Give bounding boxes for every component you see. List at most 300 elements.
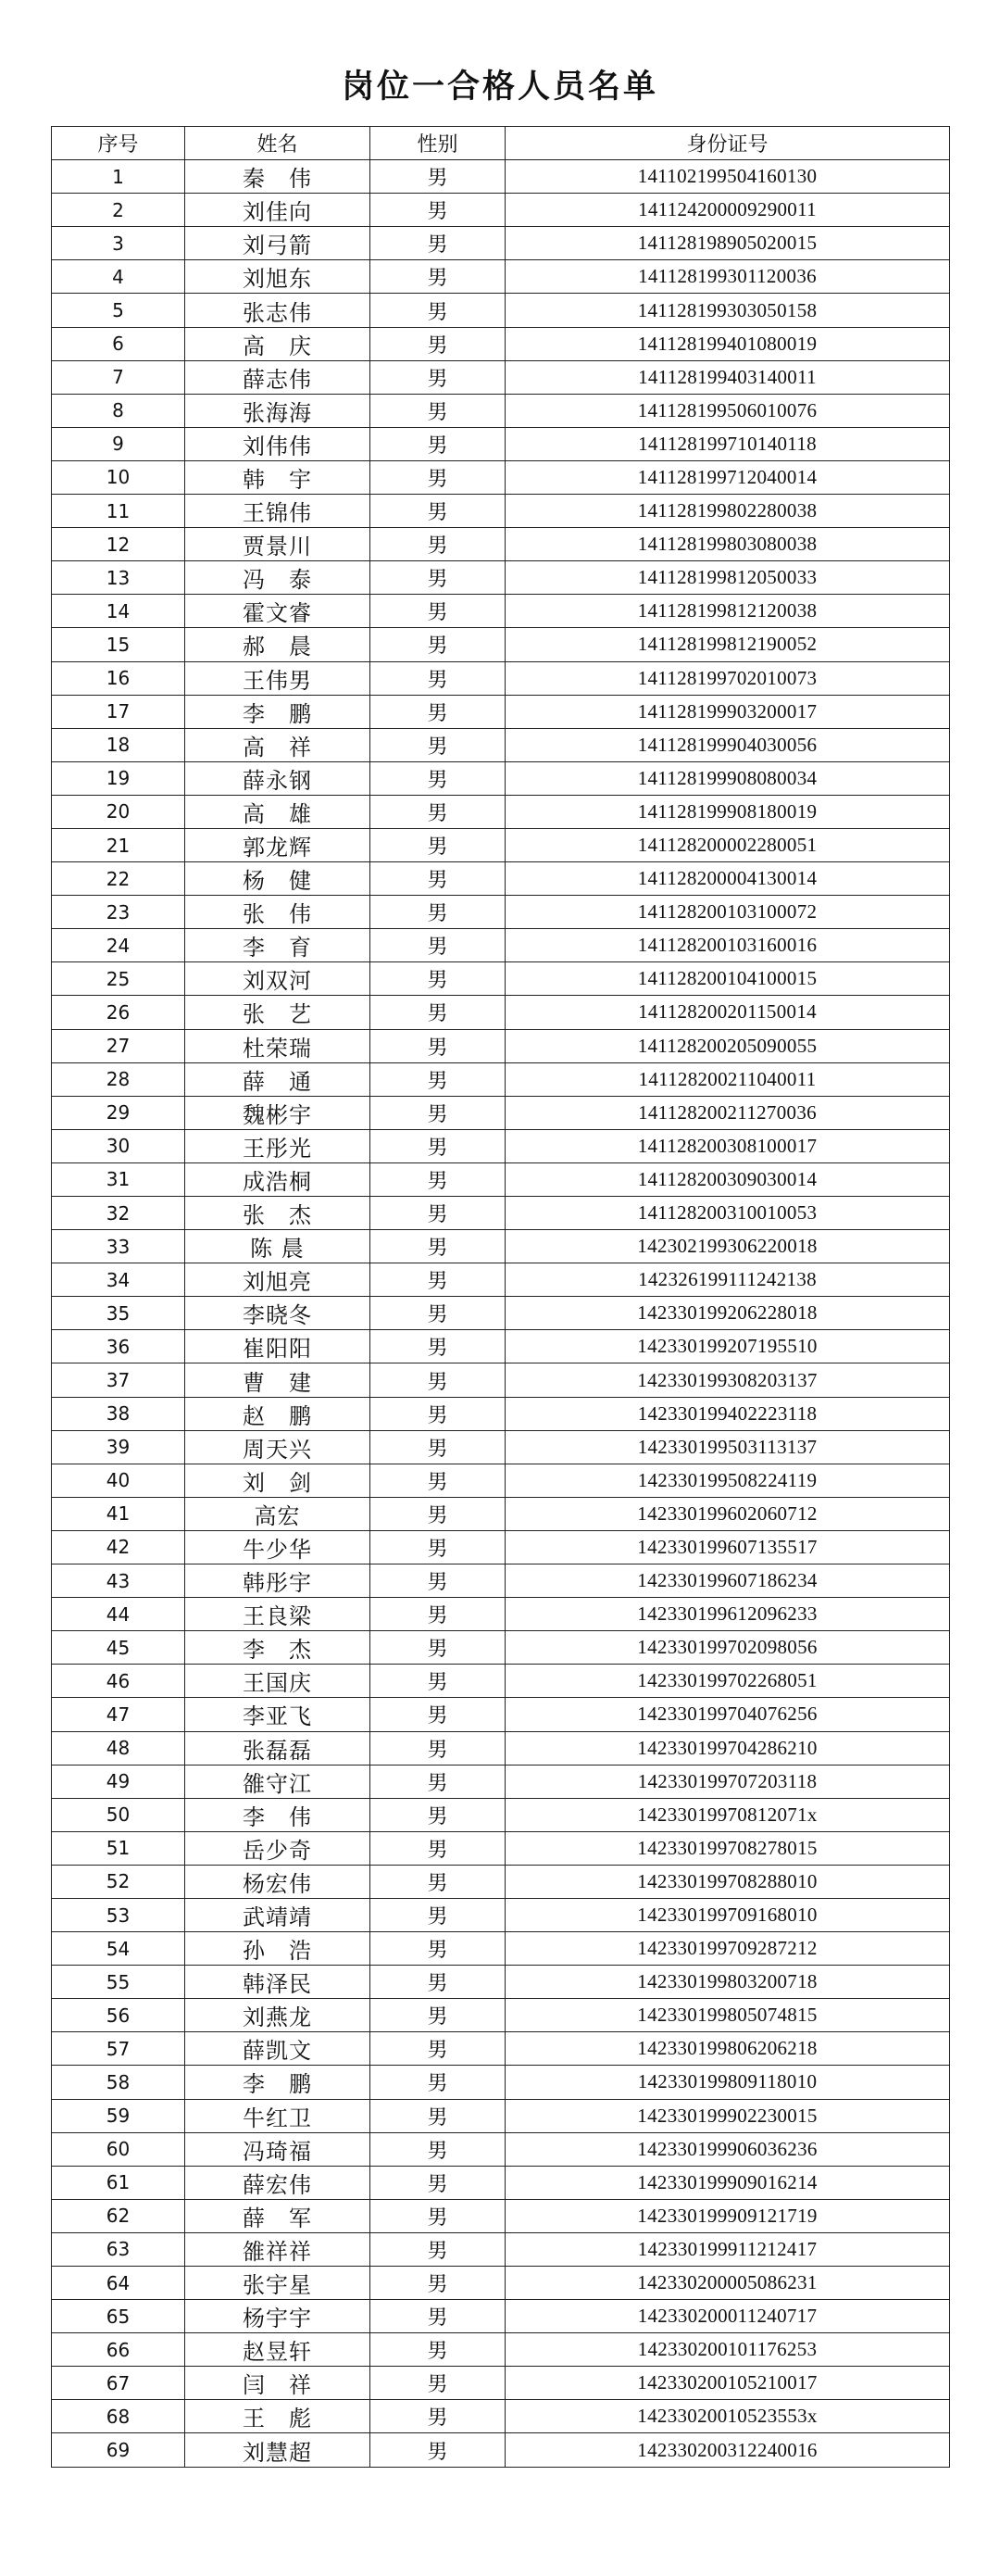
cell-name: 崔阳阳 — [185, 1330, 370, 1363]
cell-name: 薛 军 — [185, 2199, 370, 2232]
cell-name: 李 育 — [185, 929, 370, 962]
cell-seq: 17 — [52, 695, 185, 728]
table-row — [52, 1029, 950, 1062]
table-row — [52, 260, 950, 294]
cell-gender: 男 — [370, 1096, 506, 1129]
cell-seq: 22 — [52, 862, 185, 896]
cell-gender: 男 — [370, 1397, 506, 1430]
cell-seq: 47 — [52, 1698, 185, 1731]
table-row — [52, 1865, 950, 1898]
cell-seq: 51 — [52, 1831, 185, 1865]
cell-id-number: 141128199702010073 — [506, 661, 950, 695]
cell-name: 岳少奇 — [185, 1831, 370, 1865]
cell-gender: 男 — [370, 2232, 506, 2266]
cell-gender: 男 — [370, 2099, 506, 2132]
cell-name: 秦 伟 — [185, 160, 370, 194]
cell-id-number: 141128200211270036 — [506, 1096, 950, 1129]
cell-seq: 35 — [52, 1297, 185, 1330]
cell-id-number: 141128200002280051 — [506, 828, 950, 861]
cell-seq: 39 — [52, 1430, 185, 1464]
table-row — [52, 1096, 950, 1129]
cell-seq: 52 — [52, 1865, 185, 1898]
cell-gender: 男 — [370, 1363, 506, 1397]
cell-name: 张 伟 — [185, 896, 370, 929]
table-row — [52, 1665, 950, 1698]
cell-id-number: 142330199709168010 — [506, 1898, 950, 1931]
cell-gender: 男 — [370, 1197, 506, 1230]
cell-gender: 男 — [370, 2433, 506, 2467]
cell-name: 冯 泰 — [185, 561, 370, 595]
table-row — [52, 528, 950, 561]
cell-gender: 男 — [370, 1129, 506, 1162]
cell-seq: 57 — [52, 2032, 185, 2066]
table-row — [52, 1062, 950, 1096]
cell-seq: 46 — [52, 1665, 185, 1698]
cell-id-number: 141128199803080038 — [506, 528, 950, 561]
cell-seq: 45 — [52, 1631, 185, 1665]
cell-seq: 19 — [52, 761, 185, 795]
cell-name: 王锦伟 — [185, 495, 370, 528]
cell-gender: 男 — [370, 495, 506, 528]
cell-name: 王良梁 — [185, 1598, 370, 1631]
header-seq: 序号 — [52, 127, 185, 160]
cell-gender: 男 — [370, 661, 506, 695]
cell-name: 李 鹏 — [185, 695, 370, 728]
table-row — [52, 1162, 950, 1196]
table-row — [52, 227, 950, 260]
table-row — [52, 1831, 950, 1865]
cell-gender: 男 — [370, 1765, 506, 1798]
cell-seq: 34 — [52, 1263, 185, 1297]
cell-id-number: 142330199911212417 — [506, 2232, 950, 2266]
table-row — [52, 1464, 950, 1497]
cell-id-number: 141128199812120038 — [506, 595, 950, 628]
cell-id-number: 142330199709287212 — [506, 1932, 950, 1966]
cell-gender: 男 — [370, 1898, 506, 1931]
table-header-row — [52, 127, 950, 160]
table-row — [52, 1932, 950, 1966]
table-row — [52, 1898, 950, 1931]
cell-gender: 男 — [370, 1698, 506, 1731]
cell-name: 薛宏伟 — [185, 2166, 370, 2199]
cell-name: 张海海 — [185, 394, 370, 427]
cell-name: 刘双河 — [185, 962, 370, 996]
cell-seq: 68 — [52, 2400, 185, 2433]
cell-name: 刘燕龙 — [185, 1999, 370, 2032]
cell-seq: 63 — [52, 2232, 185, 2266]
cell-id-number: 142330199702098056 — [506, 1631, 950, 1665]
cell-gender: 男 — [370, 2267, 506, 2300]
cell-id-number: 141102199504160130 — [506, 160, 950, 194]
cell-id-number: 142302199306220018 — [506, 1230, 950, 1263]
cell-gender: 男 — [370, 1999, 506, 2032]
cell-name: 冯琦福 — [185, 2132, 370, 2166]
cell-name: 高 祥 — [185, 728, 370, 761]
table-row — [52, 327, 950, 360]
header-gender: 性别 — [370, 127, 506, 160]
cell-gender: 男 — [370, 294, 506, 327]
cell-gender: 男 — [370, 2333, 506, 2367]
cell-id-number: 142330199508224119 — [506, 1464, 950, 1497]
cell-name: 贾景川 — [185, 528, 370, 561]
cell-name: 雒守江 — [185, 1765, 370, 1798]
cell-name: 孙 浩 — [185, 1932, 370, 1966]
cell-id-number: 141128199812190052 — [506, 628, 950, 661]
cell-id-number: 141128200004130014 — [506, 862, 950, 896]
cell-seq: 54 — [52, 1932, 185, 1966]
cell-gender: 男 — [370, 2400, 506, 2433]
cell-seq: 26 — [52, 996, 185, 1029]
cell-name: 李晓冬 — [185, 1297, 370, 1330]
cell-seq: 55 — [52, 1966, 185, 1999]
cell-id-number: 142330199805074815 — [506, 1999, 950, 2032]
cell-name: 陈 晨 — [185, 1230, 370, 1263]
cell-name: 牛少华 — [185, 1530, 370, 1564]
cell-id-number: 142330199806206218 — [506, 2032, 950, 2066]
cell-id-number: 141128199301120036 — [506, 260, 950, 294]
cell-name: 牛红卫 — [185, 2099, 370, 2132]
cell-name: 郝 晨 — [185, 628, 370, 661]
cell-seq: 37 — [52, 1363, 185, 1397]
cell-id-number: 142330200011240717 — [506, 2300, 950, 2333]
cell-seq: 13 — [52, 561, 185, 595]
header-name: 姓名 — [185, 127, 370, 160]
table-row — [52, 2333, 950, 2367]
cell-name: 韩彤宇 — [185, 1564, 370, 1598]
cell-name: 刘弓箭 — [185, 227, 370, 260]
cell-name: 王伟男 — [185, 661, 370, 695]
cell-name: 李 鹏 — [185, 2066, 370, 2099]
cell-name: 韩泽民 — [185, 1966, 370, 1999]
table-row — [52, 1263, 950, 1297]
cell-id-number: 142330200101176253 — [506, 2333, 950, 2367]
cell-id-number: 141128199506010076 — [506, 394, 950, 427]
cell-name: 赵 鹏 — [185, 1397, 370, 1430]
cell-seq: 41 — [52, 1497, 185, 1530]
cell-id-number: 142330199707203118 — [506, 1765, 950, 1798]
cell-id-number: 142330199704286210 — [506, 1731, 950, 1765]
cell-name: 周天兴 — [185, 1430, 370, 1464]
cell-seq: 53 — [52, 1898, 185, 1931]
cell-id-number: 141128199403140011 — [506, 360, 950, 394]
cell-id-number: 142330199503113137 — [506, 1430, 950, 1464]
table-row — [52, 1297, 950, 1330]
cell-gender: 男 — [370, 260, 506, 294]
table-row — [52, 1129, 950, 1162]
cell-id-number: 141128200104100015 — [506, 962, 950, 996]
cell-id-number: 142330199612096233 — [506, 1598, 950, 1631]
cell-name: 韩 宇 — [185, 460, 370, 494]
cell-id-number: 142330199902230015 — [506, 2099, 950, 2132]
cell-id-number: 142330199602060712 — [506, 1497, 950, 1530]
cell-gender: 男 — [370, 1297, 506, 1330]
cell-id-number: 142330200312240016 — [506, 2433, 950, 2467]
cell-gender: 男 — [370, 2367, 506, 2400]
cell-id-number: 142330199909121719 — [506, 2199, 950, 2232]
cell-id-number: 142330200005086231 — [506, 2267, 950, 2300]
table-row — [52, 695, 950, 728]
cell-gender: 男 — [370, 1966, 506, 1999]
cell-name: 李亚飞 — [185, 1698, 370, 1731]
cell-name: 张 艺 — [185, 996, 370, 1029]
table-row — [52, 2199, 950, 2232]
cell-id-number: 142330199704076256 — [506, 1698, 950, 1731]
cell-name: 刘 剑 — [185, 1464, 370, 1497]
cell-seq: 59 — [52, 2099, 185, 2132]
cell-gender: 男 — [370, 1665, 506, 1698]
table-row — [52, 2433, 950, 2467]
cell-seq: 28 — [52, 1062, 185, 1096]
table-row — [52, 495, 950, 528]
cell-gender: 男 — [370, 628, 506, 661]
cell-id-number: 141128199712040014 — [506, 460, 950, 494]
cell-gender: 男 — [370, 1530, 506, 1564]
cell-seq: 43 — [52, 1564, 185, 1598]
table-row — [52, 2232, 950, 2266]
cell-id-number: 142330199708288010 — [506, 1865, 950, 1898]
cell-id-number: 141128199812050033 — [506, 561, 950, 595]
cell-gender: 男 — [370, 1831, 506, 1865]
cell-seq: 67 — [52, 2367, 185, 2400]
cell-id-number: 141128200310010053 — [506, 1197, 950, 1230]
table-row — [52, 460, 950, 494]
cell-gender: 男 — [370, 2300, 506, 2333]
cell-gender: 男 — [370, 761, 506, 795]
cell-id-number: 141128200103160016 — [506, 929, 950, 962]
cell-name: 郭龙辉 — [185, 828, 370, 861]
table-body — [52, 160, 950, 2467]
cell-name: 高 雄 — [185, 795, 370, 828]
cell-id-number: 142330199607186234 — [506, 1564, 950, 1598]
cell-gender: 男 — [370, 360, 506, 394]
cell-seq: 32 — [52, 1197, 185, 1230]
cell-id-number: 141128200211040011 — [506, 1062, 950, 1096]
cell-id-number: 142330199207195510 — [506, 1330, 950, 1363]
cell-seq: 29 — [52, 1096, 185, 1129]
cell-gender: 男 — [370, 595, 506, 628]
cell-gender: 男 — [370, 2066, 506, 2099]
table-row — [52, 1564, 950, 1598]
cell-name: 张志伟 — [185, 294, 370, 327]
cell-seq: 18 — [52, 728, 185, 761]
table-row — [52, 896, 950, 929]
cell-seq: 42 — [52, 1530, 185, 1564]
cell-name: 雒祥祥 — [185, 2232, 370, 2266]
cell-seq: 1 — [52, 160, 185, 194]
cell-seq: 69 — [52, 2433, 185, 2467]
table-row — [52, 795, 950, 828]
cell-name: 薛志伟 — [185, 360, 370, 394]
cell-gender: 男 — [370, 1263, 506, 1297]
cell-name: 杜荣瑞 — [185, 1029, 370, 1062]
header-id-number: 身份证号 — [506, 127, 950, 160]
cell-name: 张磊磊 — [185, 1731, 370, 1765]
table-row — [52, 2099, 950, 2132]
cell-id-number: 141128199710140118 — [506, 427, 950, 460]
cell-seq: 16 — [52, 661, 185, 695]
cell-seq: 31 — [52, 1162, 185, 1196]
cell-gender: 男 — [370, 996, 506, 1029]
cell-seq: 33 — [52, 1230, 185, 1263]
cell-gender: 男 — [370, 1230, 506, 1263]
cell-gender: 男 — [370, 728, 506, 761]
cell-gender: 男 — [370, 327, 506, 360]
cell-id-number: 141128200205090055 — [506, 1029, 950, 1062]
cell-gender: 男 — [370, 427, 506, 460]
cell-seq: 36 — [52, 1330, 185, 1363]
cell-name: 高 庆 — [185, 327, 370, 360]
table-row — [52, 2166, 950, 2199]
table-row — [52, 1230, 950, 1263]
cell-id-number: 141128199903200017 — [506, 695, 950, 728]
cell-name: 薛 通 — [185, 1062, 370, 1096]
cell-name: 赵昱轩 — [185, 2333, 370, 2367]
table-row — [52, 2267, 950, 2300]
cell-id-number: 142330199206228018 — [506, 1297, 950, 1330]
cell-id-number: 14233020010523553x — [506, 2400, 950, 2433]
cell-id-number: 141128200103100072 — [506, 896, 950, 929]
table-row — [52, 2367, 950, 2400]
cell-id-number: 142330199803200718 — [506, 1966, 950, 1999]
cell-seq: 9 — [52, 427, 185, 460]
table-row — [52, 1698, 950, 1731]
cell-id-number: 142330199809118010 — [506, 2066, 950, 2099]
cell-gender: 男 — [370, 1631, 506, 1665]
table-row — [52, 160, 950, 194]
table-row — [52, 1731, 950, 1765]
cell-gender: 男 — [370, 1865, 506, 1898]
table-row — [52, 194, 950, 227]
cell-gender: 男 — [370, 1062, 506, 1096]
cell-gender: 男 — [370, 1731, 506, 1765]
cell-name: 张宇星 — [185, 2267, 370, 2300]
cell-name: 高宏 — [185, 1497, 370, 1530]
table-row — [52, 728, 950, 761]
cell-gender: 男 — [370, 1497, 506, 1530]
cell-id-number: 141128199303050158 — [506, 294, 950, 327]
cell-gender: 男 — [370, 1564, 506, 1598]
cell-name: 薛永钢 — [185, 761, 370, 795]
cell-id-number: 142330199308203137 — [506, 1363, 950, 1397]
table-row — [52, 427, 950, 460]
table-row — [52, 661, 950, 695]
cell-id-number: 142330199909016214 — [506, 2166, 950, 2199]
cell-seq: 38 — [52, 1397, 185, 1430]
cell-gender: 男 — [370, 460, 506, 494]
table-row — [52, 394, 950, 427]
cell-name: 王国庆 — [185, 1665, 370, 1698]
cell-id-number: 142326199111242138 — [506, 1263, 950, 1297]
cell-seq: 44 — [52, 1598, 185, 1631]
cell-seq: 27 — [52, 1029, 185, 1062]
cell-name: 杨宇宇 — [185, 2300, 370, 2333]
cell-name: 成浩桐 — [185, 1162, 370, 1196]
table-row — [52, 862, 950, 896]
cell-seq: 21 — [52, 828, 185, 861]
table-row — [52, 1798, 950, 1831]
cell-gender: 男 — [370, 896, 506, 929]
cell-gender: 男 — [370, 160, 506, 194]
cell-id-number: 142330199702268051 — [506, 1665, 950, 1698]
table-row — [52, 1631, 950, 1665]
cell-name: 李 杰 — [185, 1631, 370, 1665]
cell-name: 曹 建 — [185, 1363, 370, 1397]
cell-gender: 男 — [370, 1798, 506, 1831]
table-row — [52, 1197, 950, 1230]
table-row — [52, 2032, 950, 2066]
table-row — [52, 1966, 950, 1999]
cell-seq: 4 — [52, 260, 185, 294]
cell-gender: 男 — [370, 2132, 506, 2166]
table-row — [52, 294, 950, 327]
cell-seq: 24 — [52, 929, 185, 962]
cell-name: 王彤光 — [185, 1129, 370, 1162]
cell-name: 薛凯文 — [185, 2032, 370, 2066]
cell-seq: 12 — [52, 528, 185, 561]
cell-name: 闫 祥 — [185, 2367, 370, 2400]
cell-name: 杨 健 — [185, 862, 370, 896]
cell-gender: 男 — [370, 1430, 506, 1464]
cell-seq: 25 — [52, 962, 185, 996]
table-row — [52, 1397, 950, 1430]
table-row — [52, 2066, 950, 2099]
cell-gender: 男 — [370, 1598, 506, 1631]
cell-id-number: 141124200009290011 — [506, 194, 950, 227]
cell-seq: 61 — [52, 2166, 185, 2199]
cell-id-number: 141128199401080019 — [506, 327, 950, 360]
cell-seq: 66 — [52, 2333, 185, 2367]
cell-id-number: 141128200309030014 — [506, 1162, 950, 1196]
cell-name: 武靖靖 — [185, 1898, 370, 1931]
cell-id-number: 141128199802280038 — [506, 495, 950, 528]
table-row — [52, 360, 950, 394]
cell-id-number: 142330199906036236 — [506, 2132, 950, 2166]
cell-seq: 60 — [52, 2132, 185, 2166]
cell-seq: 2 — [52, 194, 185, 227]
table-row — [52, 1999, 950, 2032]
cell-gender: 男 — [370, 1932, 506, 1966]
cell-seq: 62 — [52, 2199, 185, 2232]
cell-name: 魏彬宇 — [185, 1096, 370, 1129]
table-row — [52, 962, 950, 996]
cell-gender: 男 — [370, 227, 506, 260]
table-row — [52, 761, 950, 795]
cell-gender: 男 — [370, 2032, 506, 2066]
cell-id-number: 142330199708278015 — [506, 1831, 950, 1865]
cell-id-number: 141128198905020015 — [506, 227, 950, 260]
cell-name: 刘佳向 — [185, 194, 370, 227]
cell-id-number: 141128199908180019 — [506, 795, 950, 828]
table-row — [52, 1497, 950, 1530]
table-row — [52, 2132, 950, 2166]
cell-name: 刘旭亮 — [185, 1263, 370, 1297]
table-row — [52, 828, 950, 861]
cell-gender: 男 — [370, 561, 506, 595]
cell-name: 杨宏伟 — [185, 1865, 370, 1898]
cell-name: 刘旭东 — [185, 260, 370, 294]
cell-gender: 男 — [370, 394, 506, 427]
table-row — [52, 1330, 950, 1363]
cell-name: 李 伟 — [185, 1798, 370, 1831]
table-row — [52, 1530, 950, 1564]
cell-id-number: 142330199402223118 — [506, 1397, 950, 1430]
cell-name: 王 彪 — [185, 2400, 370, 2433]
page-title: 岗位一合格人员名单 — [341, 69, 658, 106]
qualified-personnel-table — [51, 126, 950, 2468]
table-row — [52, 1363, 950, 1397]
cell-gender: 男 — [370, 695, 506, 728]
cell-id-number: 14233019970812071x — [506, 1798, 950, 1831]
